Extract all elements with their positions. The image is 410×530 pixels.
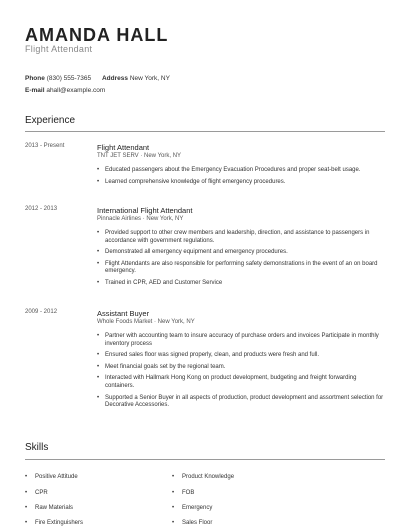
bullet-item: • Learned comprehensive knowledge of flight emergency procedures. — [97, 179, 387, 187]
bullet-item: • Meet financial goals set by the regional team. — [97, 364, 387, 372]
entry-dates: 2012 - 2013 — [25, 206, 58, 212]
contact-line-2 — [25, 87, 105, 94]
entry-role: Assistant Buyer — [97, 309, 150, 318]
skill-item: • Product Knowledge — [172, 474, 234, 480]
entry-role: International Flight Attendant — [97, 206, 193, 215]
bullet-item: • Trained in CPR, AED and Customer Service — [97, 280, 387, 288]
skills-heading: Skills — [25, 442, 49, 453]
bullet-item: • Ensured sales floor was signed properly, clean, and products were fresh and full. — [97, 352, 387, 360]
entry-bullets — [97, 167, 387, 190]
contact-line-1 — [25, 75, 170, 82]
phone-label: Phone — [25, 75, 45, 82]
entry-dates: 2009 - 2012 — [25, 309, 58, 315]
skill-item: • Emergency — [172, 505, 212, 511]
email-label: E-mail — [25, 87, 45, 94]
bullet-item: • Supported a Senior Buyer in all aspects of production, product development and assortment selection for Decorative Accessories. — [97, 395, 387, 410]
bullet-item: • Educated passengers about the Emergency Evacuation Procedures and proper seat-belt usage. — [97, 167, 387, 175]
address-value: New York, NY — [129, 75, 170, 82]
skill-item: • Fire Extinguishers — [25, 520, 83, 526]
entry-dates: 2013 - Present — [25, 143, 65, 149]
candidate-name: AMANDA HALL — [25, 25, 169, 45]
skill-item: • Positive Attitude — [25, 474, 78, 480]
bullet-item: • Demonstrated all emergency equipment and emergency procedures. — [97, 249, 387, 257]
skill-item: • FOB — [172, 490, 194, 496]
skill-item: • Raw Materials — [25, 505, 73, 511]
entry-company: Whole Foods Market · New York, NY — [97, 319, 195, 325]
bullet-item: • Provided support to other crew members and leadership, direction, and assistance to passengers in accordance with government regulations. — [97, 230, 387, 245]
address-label: Address — [101, 75, 128, 82]
entry-bullets — [97, 333, 387, 414]
bullet-item: • Partner with accounting team to insure accuracy of purchase orders and invoices Participate in monthly inventory process — [97, 333, 387, 348]
phone-value: (830) 555-7365 — [46, 75, 92, 82]
entry-company: TNT JET SERV · New York, NY — [97, 153, 182, 159]
bullet-item: • Interacted with Hallmark Hong Kong on product development, budgeting and freight forwarding containers. — [97, 375, 387, 390]
entry-company: Pinnacle Airlines · New York, NY — [97, 216, 184, 222]
experience-heading: Experience — [25, 115, 76, 126]
email-value: ahall@example.com — [46, 87, 106, 94]
experience-divider — [25, 131, 385, 132]
skill-item: • CPR — [25, 490, 48, 496]
entry-role: Flight Attendant — [97, 143, 150, 152]
skill-item: • Sales Floor — [172, 520, 212, 526]
bullet-item: • Flight Attendants are also responsible for performing safety demonstrations in the event of an on board emergency. — [97, 261, 387, 276]
entry-bullets — [97, 230, 387, 292]
job-title: Flight Attendant — [25, 44, 93, 54]
skills-divider — [25, 459, 385, 460]
